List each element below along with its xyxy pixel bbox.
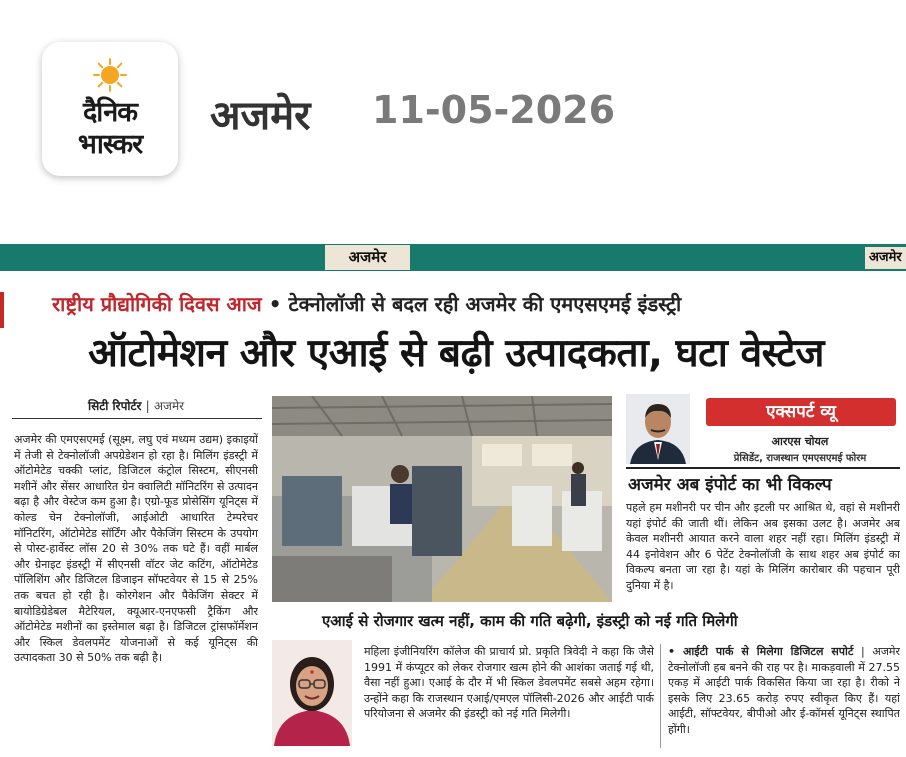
- it-park-text: अजमेर टेक्नोलॉजी हब बनने की राह पर है। माकड़वाली में 27.55 एकड़ में आईटी पार्क विकसित किया जा रहा है। रीको ने इसके लिए 23.65 करोड़ रुपए स्वीकृत किए हैं। यहां आईटी, सॉफ्टवेयर, बीपीओ और ई-कॉमर्स यूनिट्स स्थापित होंगी।: [668, 645, 900, 736]
- page-edge-marker: [0, 292, 4, 328]
- divider: [12, 418, 262, 419]
- edition-city: अजमेर: [210, 93, 311, 139]
- article-subheadline: एआई से रोजगार खत्म नहीं, काम की गति बढ़ेगी, इंडस्ट्री को नई गति मिलेगी: [322, 612, 738, 630]
- column-divider: [660, 644, 661, 748]
- article-body-left: अजमेर की एमएसएमई (सूक्ष्म, लघु एवं मध्यम उद्यम) इकाइयों में तेजी से टेक्नोलॉजी अपग्रेडेशन हो रहा है। मिलिंग इंडस्ट्री में ऑटोमेटेड चक्की प्लांट, डिजिटल कंट्रोल सिस्टम, सीएनसी मशीनें और सेंसर आधारित ग्रेन क्वालिटी मॉनिटरिंग से उत्पादन बढ़ा है और वेस्टेज कम हुआ है। एग्रो-फूड प्रोसेसिंग यूनिट्स में कोल्ड चेन टेक्नोलॉजी, आईओटी आधारित टेम्परेचर मॉनिटरिंग, ऑटोमेटेड सॉर्टिंग और पैकेजिंग सिस्टम के उपयोग से पोस्ट-हार्वेस्ट लॉस 20 से 30% तक घटे हैं। वहीं मार्बल और ग्रेनाइट इंडस्ट्री में सीएनसी वॉटर जेट कटिंग, ऑटोमेटेड पॉलिशिंग और डिजिटल डिजाइन सॉफ्टवेयर से 15 से 25% तक बचत हो रही है। कोरगेशन और पैकेजिंग सेक्टर में बायोडिग्रेडेबल मैटेरियल, क्यूआर-एनएफसी ट्रैकिंग और ऑटोमेटेड मशीनों का इस्तेमाल बढ़ा है। डिजिटल ट्रांसफॉर्मेशन और स्किल डेवलपमेंट योजनाओं से कई यूनिट्स की उत्पादकता 30 से 50% तक बढ़ी है।: [14, 433, 258, 665]
- sun-icon: [93, 58, 127, 92]
- byline-author: सिटी रिपोर्टर: [88, 399, 142, 413]
- logo-wordmark-top: दैनिक: [82, 97, 138, 128]
- it-park-separator: |: [861, 645, 865, 658]
- expert-view-banner: एक्सपर्ट व्यू: [706, 398, 896, 426]
- article-headline: ऑटोमेशन और एआई से बढ़ी उत्पादकता, घटा वेस्टेज: [88, 331, 824, 376]
- kicker-separator: •: [268, 292, 282, 316]
- byline-separator: |: [145, 399, 150, 413]
- byline-location: अजमेर: [153, 399, 185, 413]
- section-name-right: अजमेर: [865, 247, 906, 269]
- expert-body: पहले हम मशीनरी पर चीन और इटली पर आश्रित थे, वहां से मशीनरी यहां इंपोर्ट की जाती थीं। लेकिन अब इसका उलट है। अजमेर अब केवल मशीनरी आयात करने वाला शहर नहीं रहा। मिलिंग इंडस्ट्री में 44 इनोवेशन और 6 पेटेंट टेक्नोलॉजी के साथ शहर अब इंपोर्ट का विकल्प बनता जा रहा है। यहां के मिलिंग कारोबार की पहचान पूरी दुनिया में है।: [626, 501, 900, 592]
- it-park-box: [668, 644, 900, 750]
- expert-portrait: [626, 394, 690, 464]
- section-name-tab: अजमेर: [325, 245, 410, 270]
- article-kicker: [52, 290, 872, 317]
- logo-wordmark-bottom: भास्कर: [77, 129, 143, 160]
- edition-date[interactable]: 11-05-2026: [372, 88, 616, 132]
- expert-headline: अजमेर अब इंपोर्ट का भी विकल्प: [628, 475, 832, 495]
- article-body-mid: महिला इंजीनियरिंग कॉलेज की प्राचार्य प्रो. प्रकृति त्रिवेदी ने कहा कि जैसे 1991 में कंप्यूटर को लेकर रोजगार खत्म होने की आशंका जताई गई थी, वैसा नहीं हुआ। एआई के दौर में भी स्किल डेवलपमेंट सबसे अहम रहेगा। उन्होंने कहा कि राजस्थान एआई/एमएल पॉलिसी-2026 और आईटी पार्क परियोजना से अजमेर की इंडस्ट्री को नई गति मिलेगी।: [364, 645, 654, 721]
- section-bar: [0, 244, 906, 271]
- kicker-highlight: राष्ट्रीय प्रौद्योगिकी दिवस आज: [52, 292, 262, 316]
- divider: [626, 467, 900, 469]
- principal-portrait: [272, 640, 352, 746]
- it-park-headline: • आईटी पार्क से मिलेगा डिजिटल सपोर्ट: [668, 645, 854, 658]
- dainik-bhaskar-logo[interactable]: [42, 42, 178, 176]
- kicker-text: टेक्नोलॉजी से बदल रही अजमेर की एमएसएमई इंडस्ट्री: [288, 292, 682, 316]
- factory-photo: [272, 396, 612, 602]
- expert-name: आरएस चोयल: [771, 435, 829, 448]
- byline: [88, 397, 184, 414]
- expert-designation: प्रेसिडेंट, राजस्थान एमएसएमई फोरम: [733, 453, 867, 464]
